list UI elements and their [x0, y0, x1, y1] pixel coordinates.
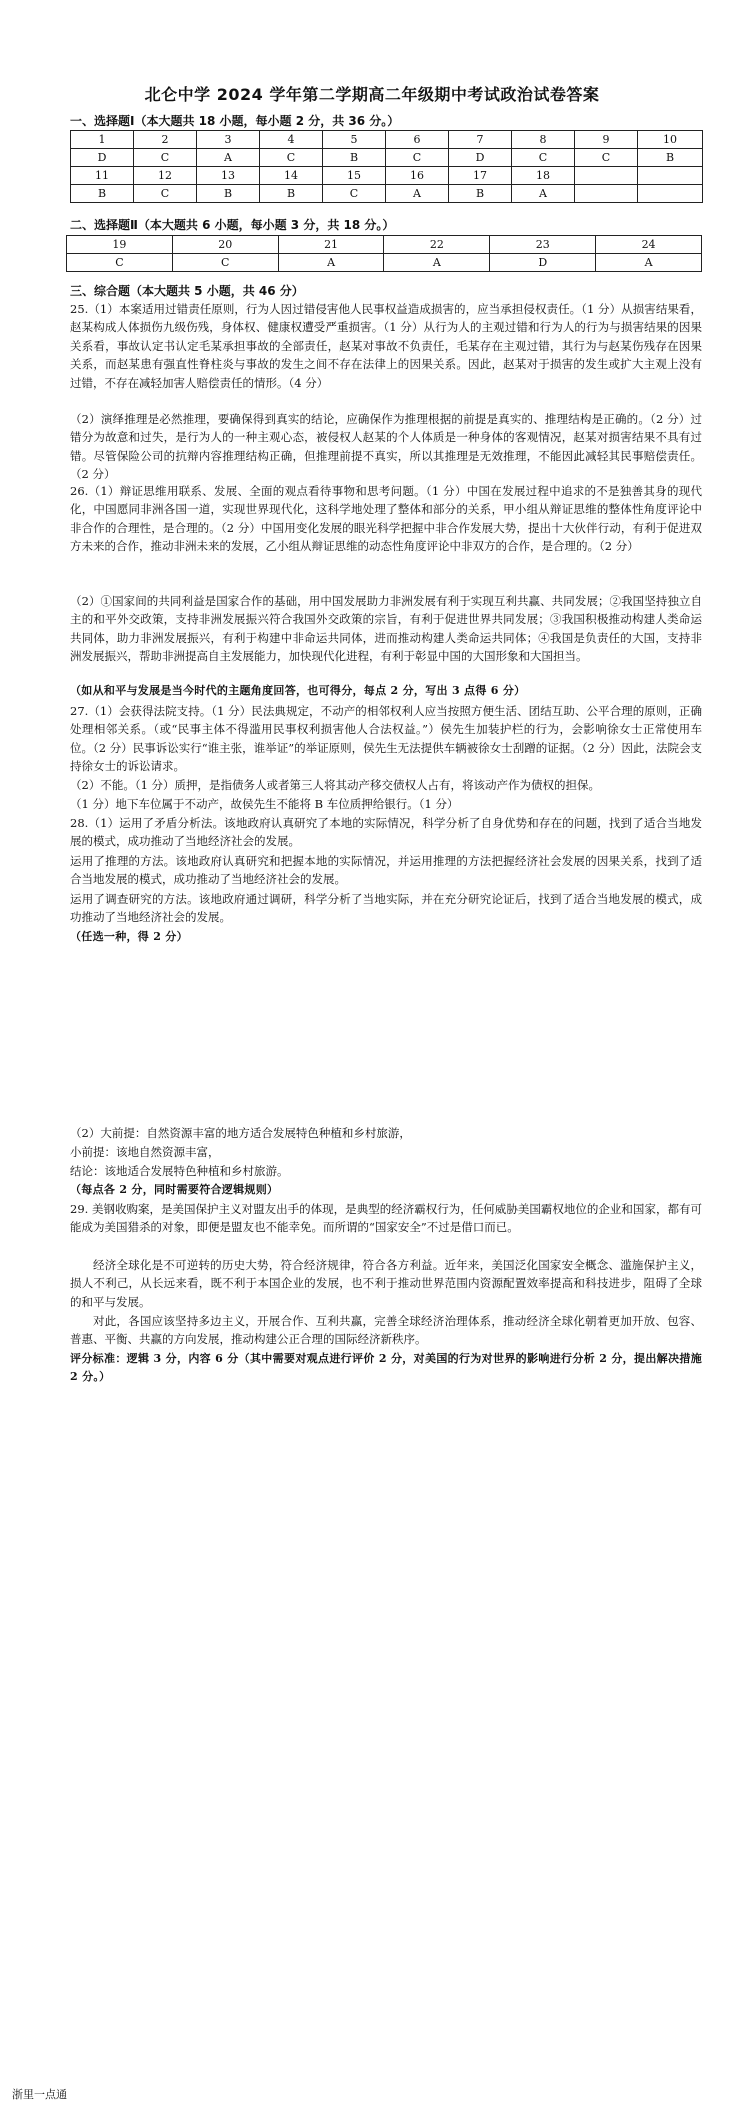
- section2-answer-table: [66, 235, 702, 272]
- q28-method2: 运用了推理的方法。该地政府认真研究和把握本地的实际情况，并运用推理的方法把握经济社会发展的因果关系，找到了适合当地发展的模式，成功推动了当地经济社会的发展。: [70, 854, 702, 887]
- q27-part2a: （2）不能。（1 分）质押，是指债务人或者第三人将其动产移交债权人占有，将该动产作为债权的担保。: [70, 778, 601, 792]
- table-cell: 18: [512, 167, 575, 185]
- table-row: [71, 149, 703, 167]
- table-cell: C: [575, 149, 638, 167]
- table-cell: 15: [323, 167, 386, 185]
- table-cell: C: [134, 185, 197, 203]
- table-cell: [575, 185, 638, 203]
- q29-scoring-standard: 评分标准：逻辑 3 分，内容 6 分（其中需要对观点进行评价 2 分，对美国的行为对世界的影响进行分析 2 分，提出解决措施 2 分。）: [70, 1352, 702, 1384]
- footer-watermark: 浙里一点通: [12, 2088, 67, 2101]
- table-cell: 4: [260, 131, 323, 149]
- section1-answer-table: [70, 130, 703, 203]
- table-cell: 13: [197, 167, 260, 185]
- table-cell: B: [638, 149, 703, 167]
- table-cell: 16: [386, 167, 449, 185]
- q28-conclusion: 结论：该地适合发展特色种植和乡村旅游。: [70, 1164, 289, 1178]
- table-cell: 14: [260, 167, 323, 185]
- table-cell: A: [384, 254, 490, 272]
- table-cell: C: [386, 149, 449, 167]
- table-cell: 5: [323, 131, 386, 149]
- table-row: [71, 131, 703, 149]
- table-cell: 9: [575, 131, 638, 149]
- table-cell: C: [67, 254, 173, 272]
- table-cell: D: [490, 254, 596, 272]
- table-cell: 1: [71, 131, 134, 149]
- table-cell: 11: [71, 167, 134, 185]
- table-cell: 21: [278, 236, 384, 254]
- q25-part2: （2）演绎推理是必然推理，要确保得到真实的结论，应确保作为推理根据的前提是真实的、推理结构是正确的。（2 分）过错分为故意和过失，是行为人的一种主观心态，被侵权人赵某的个人体质是一种身体的客观情况，赵某对损害结果不具有过错。尽管保险公司的抗辩内容推理结构正确，但推理前提不真实，所以其推理是无效推理，不能因此减轻其民事赔偿责任。（2 分）: [70, 412, 702, 482]
- q27-part2b: （1 分）地下车位属于不动产，故侯先生不能将 B 车位质押给银行。（1 分）: [70, 797, 459, 811]
- table-cell: A: [512, 185, 575, 203]
- section2-heading: 二、选择题Ⅱ（本大题共 6 小题，每小题 3 分，共 18 分。）: [70, 218, 395, 232]
- q28-part2-scoring-note: （每点各 2 分，同时需要符合逻辑规则）: [70, 1183, 279, 1196]
- table-cell: A: [278, 254, 384, 272]
- table-cell: 2: [134, 131, 197, 149]
- table-cell: [638, 185, 703, 203]
- table-cell: 22: [384, 236, 490, 254]
- table-cell: B: [449, 185, 512, 203]
- table-row: [71, 167, 703, 185]
- table-cell: D: [71, 149, 134, 167]
- table-cell: 19: [67, 236, 173, 254]
- table-cell: [638, 167, 703, 185]
- section1-heading: 一、选择题Ⅰ（本大题共 18 小题，每小题 2 分，共 36 分。）: [70, 114, 400, 128]
- table-cell: 8: [512, 131, 575, 149]
- q29-paragraph1: 29. 美钢收购案，是美国保护主义对盟友出手的体现，是典型的经济霸权行为，任何威胁美国霸权地位的企业和国家，都有可能成为美国猎杀的对象，即便是盟友也不能幸免。而所谓的“国家安全”不过是借口而已。: [70, 1202, 702, 1235]
- q28-method1: 28.（1）运用了矛盾分析法。该地政府认真研究了本地的实际情况，科学分析了自身优势和存在的问题，找到了适合当地发展的模式，成功推动了当地经济社会的发展。: [70, 816, 702, 849]
- table-row: [67, 236, 702, 254]
- table-cell: C: [172, 254, 278, 272]
- table-cell: 6: [386, 131, 449, 149]
- q26-scoring-note: （如从和平与发展是当今时代的主题角度回答，也可得分，每点 2 分，写出 3 点得 6 分）: [70, 684, 526, 697]
- table-cell: 3: [197, 131, 260, 149]
- q26-part2: （2）①国家间的共同利益是国家合作的基础，用中国发展助力非洲发展有利于实现互利共赢、共同发展；②我国坚持独立自主的和平外交政策，支持非洲发展振兴符合我国外交政策的宗旨，有利于促进世界共同发展；③我国积极推动构建人类命运共同体，助力非洲发展振兴，有利于构建中非命运共同体，进而推动构建人类命运共同体；④我国是负责任的大国，支持非洲发展振兴，帮助非洲提高自主发展能力，加快现代化进程，有利于彰显中国的大国形象和大国担当。: [70, 594, 702, 664]
- q29-paragraph2: 经济全球化是不可逆转的历史大势，符合经济规律，符合各方利益。近年来，美国泛化国家安全概念、滥施保护主义，损人不利己，从长远来看，既不利于本国企业的发展，也不利于推动世界范围内资源配置效率提高和科技进步，阻碍了全球的和平与发展。: [70, 1258, 702, 1309]
- table-cell: 10: [638, 131, 703, 149]
- table-cell: C: [512, 149, 575, 167]
- q28-minor-premise: 小前提：该地自然资源丰富，: [70, 1145, 220, 1159]
- table-cell: 12: [134, 167, 197, 185]
- q28-scoring-note: （任选一种，得 2 分）: [70, 930, 188, 943]
- q25-part1: 25.（1）本案适用过错责任原则，行为人因过错侵害他人民事权益造成损害的，应当承担侵权责任。（1 分）从损害结果看，赵某构成人体损伤九级伤残，身体权、健康权遭受严重损害。（1 分）从行为人的主观过错和行为人的行为与损害结果的因果关系看，事故认定书认定毛某承担事故的全部责任，赵某对事故不负责任，毛某存在主观过错，其行为与赵某伤残存在因果关系，而赵某患有强直性脊柱炎与事故的发生之间不存在法律上的因果关系。因此，赵某对于损害的发生或扩大主观上没有过错，不存在减轻加害人赔偿责任的情形。（4 分）: [70, 302, 702, 390]
- table-row: [67, 254, 702, 272]
- q28-method3: 运用了调查研究的方法。该地政府通过调研，科学分析了当地实际，并在充分研究论证后，找到了适合当地发展的模式，成功推动了当地经济社会的发展。: [70, 892, 702, 925]
- table-row: [71, 185, 703, 203]
- q29-paragraph3: 对此，各国应该坚持多边主义，开展合作、互利共赢，完善全球经济治理体系，推动经济全球化朝着更加开放、包容、普惠、平衡、共赢的方向发展，推动构建公正合理的国际经济新秩序。: [70, 1314, 702, 1347]
- table-cell: C: [134, 149, 197, 167]
- section3-heading: 三、综合题（本大题共 5 小题，共 46 分）: [70, 284, 304, 298]
- table-cell: B: [197, 185, 260, 203]
- table-cell: [575, 167, 638, 185]
- table-cell: 17: [449, 167, 512, 185]
- table-cell: B: [323, 149, 386, 167]
- table-cell: C: [323, 185, 386, 203]
- table-cell: 23: [490, 236, 596, 254]
- table-cell: 24: [596, 236, 702, 254]
- q27-part1: 27.（1）会获得法院支持。（1 分）民法典规定，不动产的相邻权利人应当按照方便生活、团结互助、公平合理的原则，正确处理相邻关系。（或“民事主体不得滥用民事权利损害他人合法权益。”）侯先生加装护栏的行为，会影响徐女士正常使用车位。（2 分）民事诉讼实行“谁主张，谁举证”的举证原则，侯先生无法提供车辆被徐女士刮蹭的证据。（2 分）因此，法院会支持徐女士的诉讼请求。: [70, 704, 702, 774]
- table-cell: B: [260, 185, 323, 203]
- table-cell: C: [260, 149, 323, 167]
- table-cell: D: [449, 149, 512, 167]
- page-title: 北仑中学 2024 学年第二学期高二年级期中考试政治试卷答案: [144, 85, 600, 104]
- table-cell: 7: [449, 131, 512, 149]
- table-cell: B: [71, 185, 134, 203]
- q28-major-premise: （2）大前提：自然资源丰富的地方适合发展特色种植和乡村旅游，: [70, 1126, 411, 1140]
- table-cell: A: [596, 254, 702, 272]
- table-cell: A: [386, 185, 449, 203]
- table-cell: A: [197, 149, 260, 167]
- q26-part1: 26.（1）辩证思维用联系、发展、全面的观点看待事物和思考问题。（1 分）中国在发展过程中追求的不是独善其身的现代化，中国愿同非洲各国一道，实现世界现代化，这科学地处理了整体和部分的关系，甲小组从辩证思维的整体性角度评论中非合作的合理性，是合理的。（2 分）中国用变化发展的眼光科学把握中非合作发展大势，提出十大伙伴行动，有利于促进双方未来的合作，推动非洲未来的发展，乙小组从辩证思维的动态性角度评论中非双方的合作，是合理的。（2 分）: [70, 484, 702, 554]
- table-cell: 20: [172, 236, 278, 254]
